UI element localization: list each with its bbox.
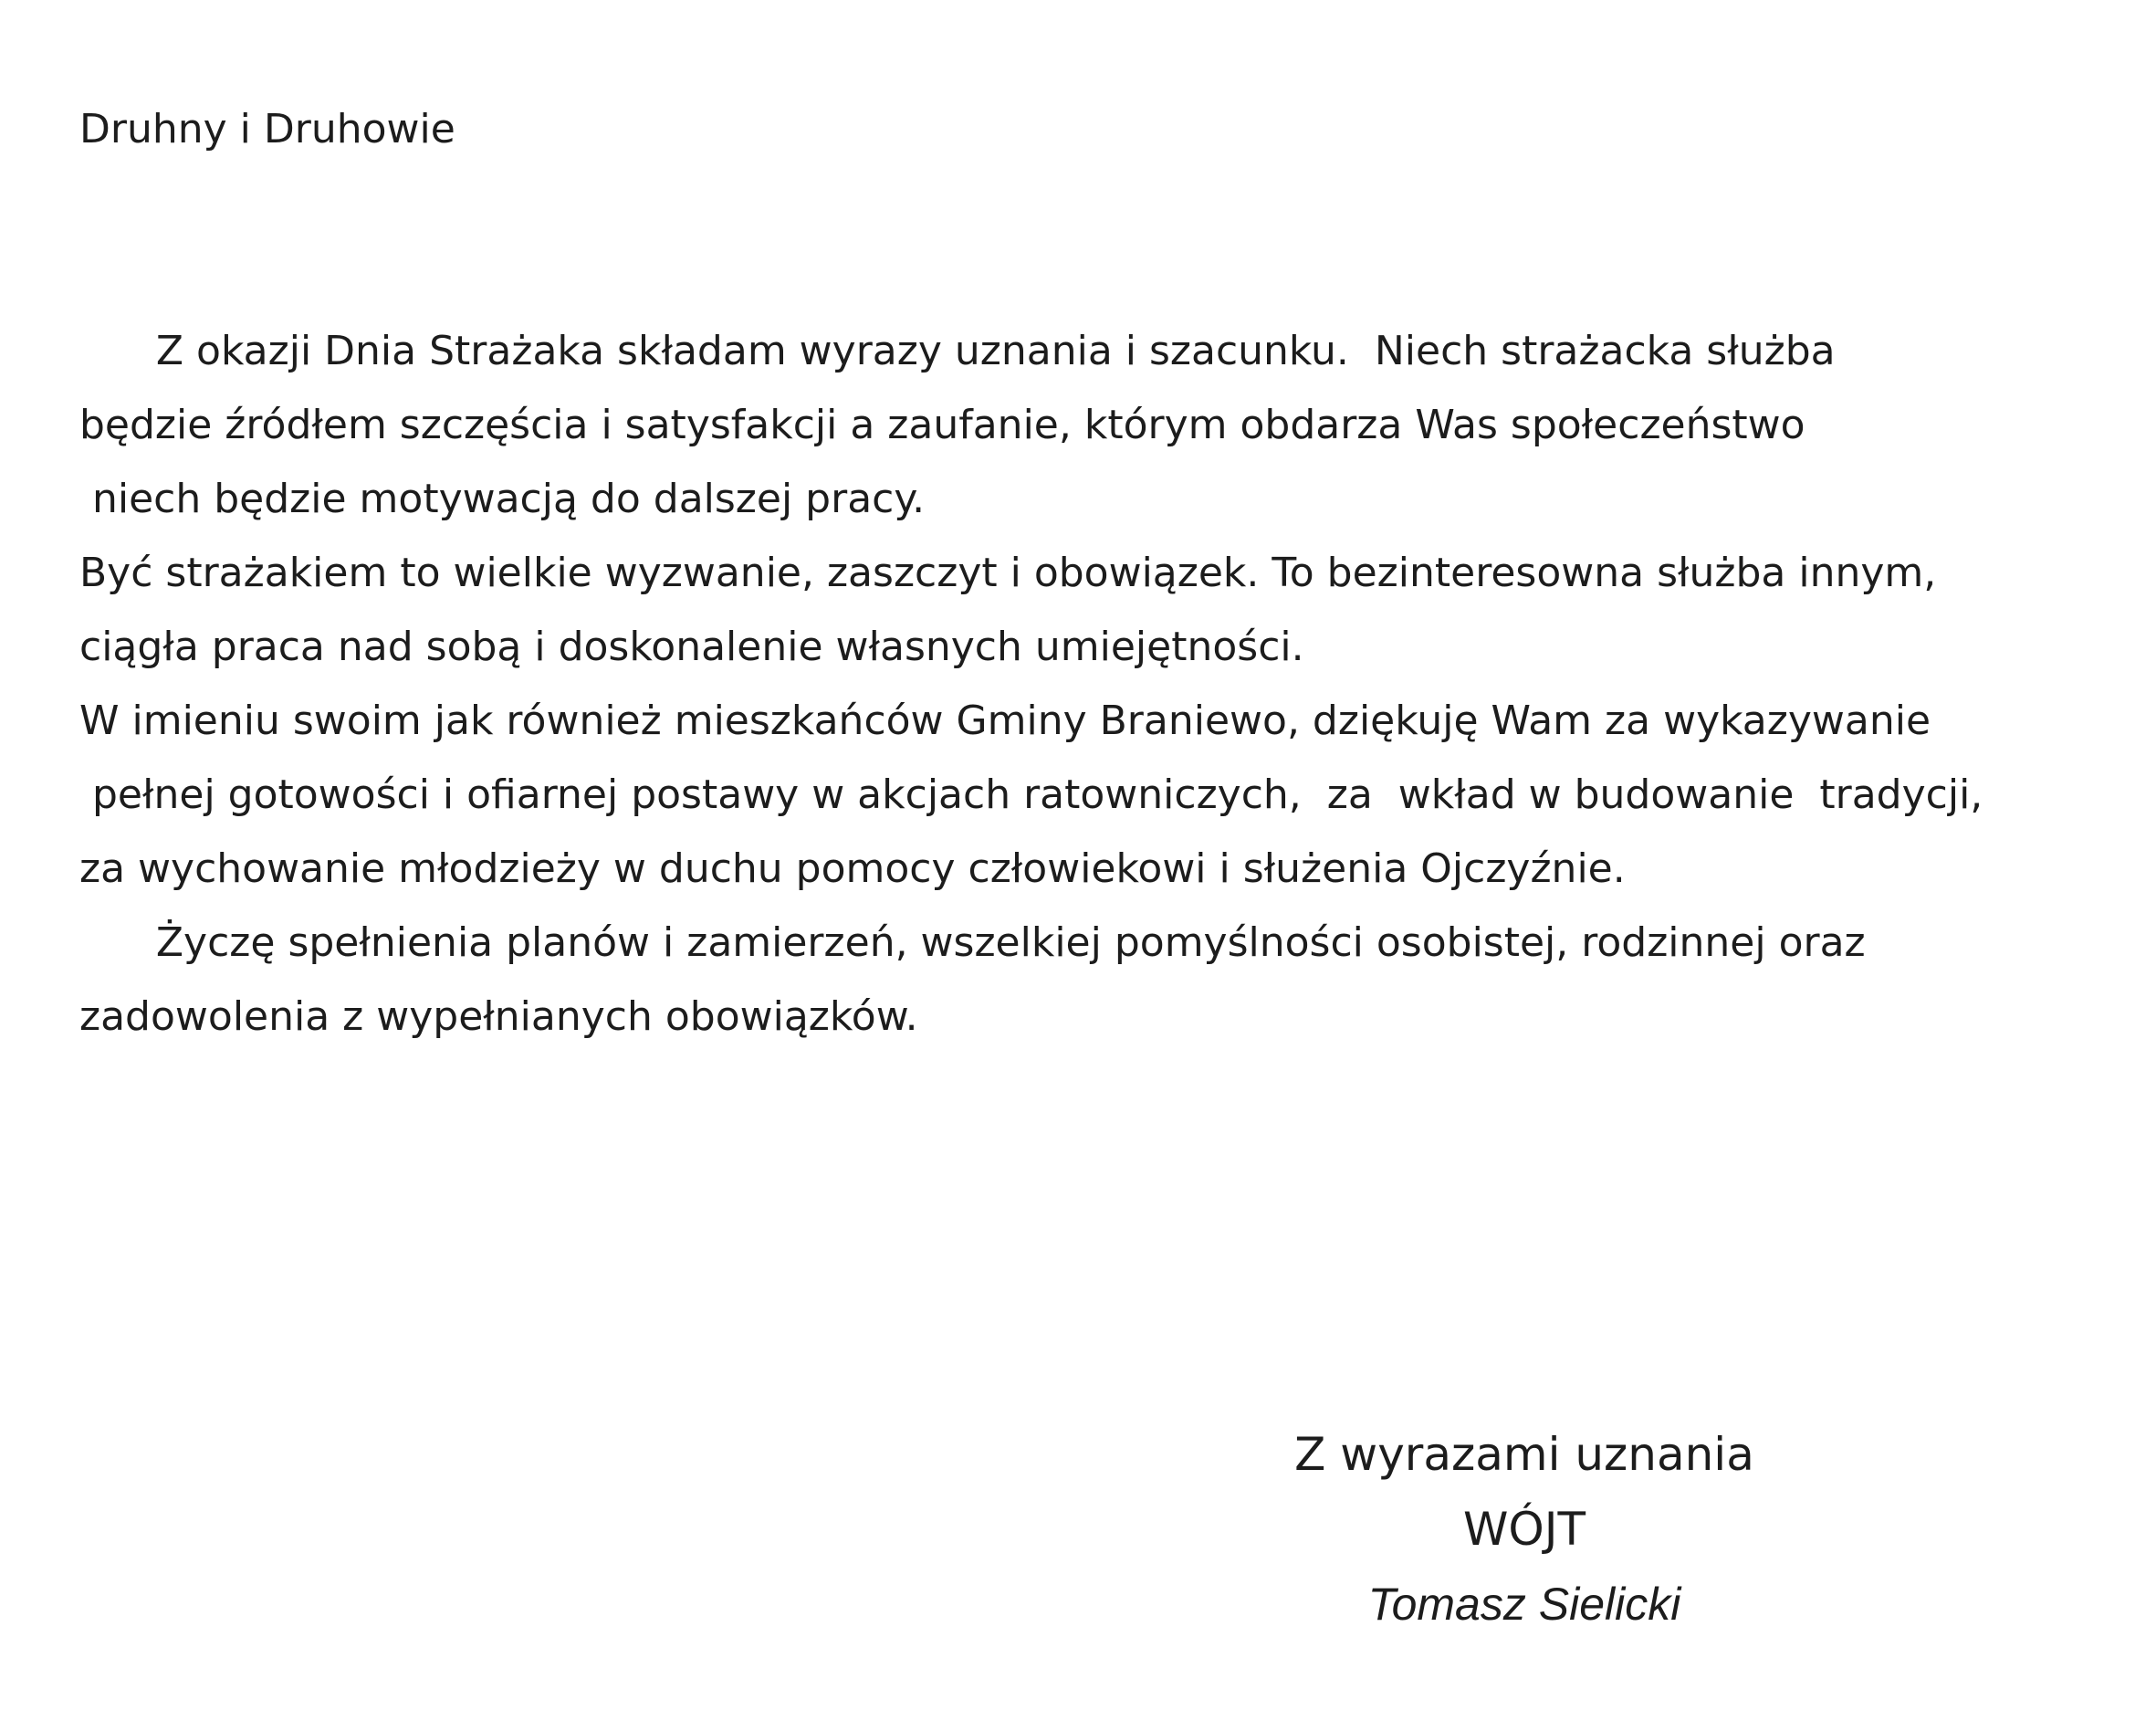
body-line-2: będzie źródłem szczęścia i satysfakcji a zaufanie, którym obdarza Was społeczeństwo [79, 402, 1805, 448]
body-line-1: Z okazji Dnia Strażaka składam wyrazy uznania i szacunku. Niech strażacka służba [79, 328, 1836, 374]
closing-block [1187, 1422, 1862, 1647]
body-line-8: za wychowanie młodzieży w duchu pomocy człowiekowi i służenia Ojczyźnie. [79, 845, 1626, 892]
letter-body [79, 324, 2142, 1064]
body-line-9: Życzę spełnienia planów i zamierzeń, wszelkiej pomyślności osobistej, rodzinnej oraz [79, 919, 1866, 966]
closing-title: WÓJT [1462, 1503, 1586, 1556]
body-line-3: niech będzie motywacją do dalszej pracy. [79, 476, 926, 522]
body-line-5: ciągła praca nad sobą i doskonalenie własnych umiejętności. [79, 624, 1304, 670]
closing-regards: Z wyrazami uznania [1294, 1428, 1754, 1481]
body-line-7: pełnej gotowości i ofiarnej postawy w akcjach ratowniczych, za wkład w budowanie tradycji, [79, 771, 1983, 818]
body-line-10: zadowolenia z wypełnianych obowiązków. [79, 993, 918, 1040]
salutation: Druhny i Druhowie [79, 106, 455, 152]
body-line-6: W imieniu swoim jak również mieszkańców Gminy Braniewo, dziękuję Wam za wykazywanie [79, 698, 1931, 744]
signature-name: Tomasz Sielicki [1367, 1579, 1681, 1630]
body-line-4: Być strażakiem to wielkie wyzwanie, zaszczyt i obowiązek. To bezinteresowna służba innym, [79, 550, 1937, 596]
